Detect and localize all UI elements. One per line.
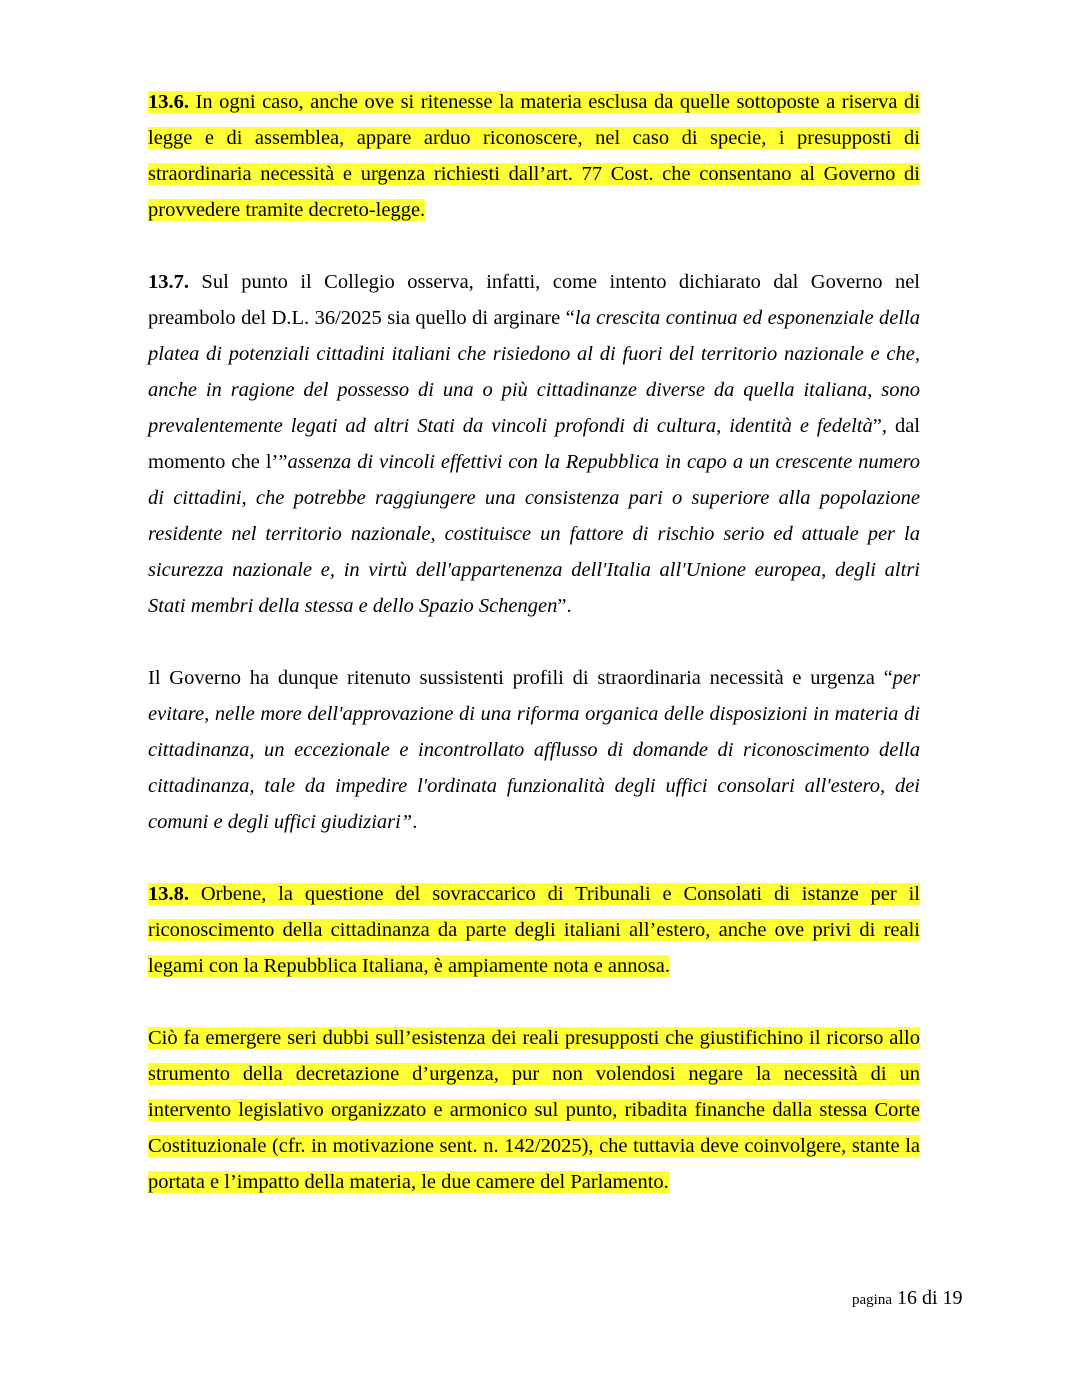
- paragraph-governo-text-2: .: [412, 811, 418, 833]
- paragraph-13-7-text-2: ”, dal momento che l’”: [148, 415, 921, 473]
- section-number-13-8: 13.8.: [148, 883, 189, 905]
- section-number-13-7: 13.7.: [148, 271, 189, 293]
- paragraph-13-6: [148, 84, 920, 228]
- page-label: pagina: [852, 1292, 892, 1308]
- paragraph-governo-text-1: Il Governo ha dunque ritenuto sussistenti profili di straordinaria necessità e urgenza “: [148, 667, 893, 689]
- quote-preamble-1: la crescita continua ed esponenziale della platea di potenziali cittadini italiani che risiedono al di fuori del territorio nazionale e che, anche in ragione del possesso di una o più cittadinanze diverse da quella italiana, sono prevalentemente legati ad altri Stati da vincoli profondi di cultura, identità e fedeltà: [148, 307, 920, 437]
- highlight-dubbi: Ciò fa emergere seri dubbi sull’esistenza dei reali presupposti che giustifichino il ricorso allo strumento della decretazione d’urgenza, pur non volendosi negare la necessità di un intervento legislativo organizzato e armonico sul punto, ribadita finanche dalla stessa Corte Costituzionale (cfr. in motivazione sent. n. 142/2025), che tuttavia deve coinvolgere, stante la portata e l’impatto della materia, le due camere del Parlamento.: [148, 1027, 920, 1193]
- page-current: 16: [896, 1287, 917, 1309]
- paragraph-13-6-text: In ogni caso, anche ove si ritenesse la materia esclusa da quelle sottoposte a riserva di legge e di assemblea, appare arduo riconoscere, nel caso di specie, i presupposti di straordinaria necessità e urgenza richiesti dall’art. 77 Cost. che consentano al Governo di provvedere tramite decreto-legge.: [148, 91, 920, 221]
- paragraph-13-7-text-3: ”.: [557, 595, 572, 617]
- paragraph-13-8: [148, 876, 920, 984]
- paragraph-13-7: [148, 264, 920, 624]
- page-total: 19: [942, 1287, 963, 1309]
- paragraph-13-8-text: Orbene, la questione del sovraccarico di Tribunali e Consolati di istanze per il riconoscimento della cittadinanza da parte degli italiani all’estero, anche ove privi di reali legami con la Repubblica Italiana, è ampiamente nota e annosa.: [148, 883, 920, 977]
- highlight-13-6: [148, 91, 920, 221]
- paragraph-13-7-text-1: Sul punto il Collegio osserva, infatti, come intento dichiarato dal Governo nel preambolo del D.L. 36/2025 sia quello di arginare “: [148, 271, 920, 329]
- quote-urgenza: per evitare, nelle more dell'approvazione di una riforma organica delle disposizioni in materia di cittadinanza, un eccezionale e incontrollato afflusso di domande di riconoscimento della cittadinanza, tale da impedire l'ordinata funzionalità degli uffici consolari all'estero, dei comuni e degli uffici giudiziari”: [148, 667, 920, 833]
- highlight-13-8: [148, 883, 920, 977]
- paragraph-governo: [148, 660, 920, 840]
- page-of: di: [921, 1287, 938, 1309]
- quote-preamble-2: assenza di vincoli effettivi con la Repubblica in capo a un crescente numero di cittadini, che potrebbe raggiungere una consistenza pari o superiore alla popolazione residente nel territorio nazionale, costituisce un fattore di rischio serio ed attuale per la sicurezza nazionale e, in virtù dell'appartenenza dell'Italia all'Unione europea, degli altri Stati membri della stessa e dello Spazio Schengen: [148, 451, 921, 617]
- paragraph-dubbi: [148, 1020, 920, 1200]
- page-number-footer: [852, 1286, 963, 1312]
- section-number-13-6: 13.6.: [148, 91, 189, 113]
